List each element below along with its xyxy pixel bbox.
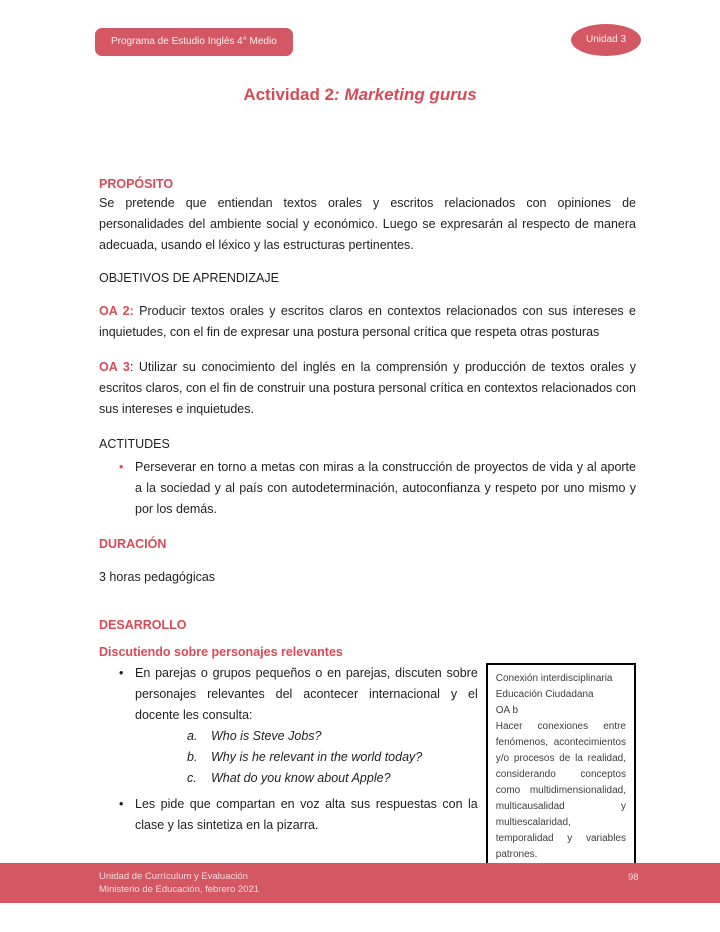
proposito-body: Se pretende que entiendan textos orales y escritos relacionados con opiniones de personalidades del ambiente social y económico. Luego se expresarán al respecto de manera adecuada, usando el léxico y las estructuras pertinentes.	[99, 196, 636, 252]
program-badge: Programa de Estudio Inglés 4° Medio	[95, 28, 293, 56]
actitudes-bullet-item	[99, 457, 636, 520]
content-column	[99, 0, 636, 873]
title-italic: : Marketing gurus	[334, 85, 477, 104]
question-text: Why is he relevant in the world today?	[211, 750, 423, 764]
page-number: 98	[628, 872, 639, 883]
desarrollo-text-column	[99, 663, 478, 873]
actitudes-bullet-text: Perseverar en torno a metas con miras a la construcción de proyectos de vida y al aporte a la sociedad y al país con autodeterminación, autoconfianza y respeto por uno mismo y por los demás.	[135, 460, 636, 516]
oa3-label: OA 3	[99, 360, 130, 374]
question-item-c	[187, 768, 478, 789]
question-text: Who is Steve Jobs?	[211, 729, 322, 743]
proposito-heading: PROPÓSITO	[99, 177, 174, 191]
duracion-body: 3 horas pedagógicas	[99, 570, 216, 584]
unit-badge: Unidad 3	[571, 24, 641, 56]
duracion-heading: DURACIÓN	[99, 537, 167, 551]
bullet-icon: •	[119, 666, 124, 680]
bullet-icon: •	[119, 797, 124, 811]
desarrollo-bullet1-text: En parejas o grupos pequeños o en parejas, discuten sobre personajes relevantes del acontecer internacional y el docente les consulta:	[135, 666, 478, 722]
oa3-text: : Utilizar su conocimiento del inglés en la comprensión y producción de textos orales y escritos claros, con el fin de construir una postura personal crítica en contextos relacionados con sus intereses e inquietudes.	[99, 360, 636, 416]
objetivos-heading: OBJETIVOS DE APRENDIZAJE	[99, 271, 279, 285]
oa2-label: OA 2:	[99, 304, 134, 318]
connection-box-subject: Educación Ciudadana	[495, 689, 594, 700]
desarrollo-heading: DESARROLLO	[99, 618, 187, 632]
bullet-icon: •	[119, 460, 124, 474]
question-letter: c.	[187, 771, 197, 785]
connection-box-title: Conexión interdisciplinaria	[495, 673, 613, 684]
oa3-paragraph	[99, 357, 636, 420]
oa2-text: Producir textos orales y escritos claros en contextos relacionados con sus intereses e inquietudes, con el fin de expresar una postura personal crítica que respeta otras posturas	[99, 304, 636, 339]
desarrollo-bullet2-text: Les pide que compartan en voz alta sus respuestas con la clase y las sintetiza en la pizarra.	[135, 797, 478, 832]
desarrollo-bullet2-item	[99, 794, 478, 836]
desarrollo-bullet1-item	[99, 663, 478, 726]
actitudes-heading: ACTITUDES	[99, 437, 170, 451]
question-letter: a.	[187, 729, 198, 743]
question-list	[187, 726, 478, 789]
footer-bar	[0, 863, 720, 903]
question-text: What do you know about Apple?	[211, 771, 391, 785]
question-item-a	[187, 726, 478, 747]
desarrollo-subheading: Discutiendo sobre personajes relevantes	[99, 645, 343, 659]
title-main: Actividad 2	[243, 85, 335, 104]
question-letter: b.	[187, 750, 198, 764]
connection-box	[486, 663, 636, 873]
connection-box-description: Hacer conexiones entre fenómenos, acontecimientos y/o procesos de la realidad, considerando conceptos como multidimensionalidad, multicausalidad y multiescalaridad, temporalidad y variables patrones.	[495, 721, 626, 860]
connection-box-oa: OA b	[495, 705, 519, 716]
question-item-b	[187, 747, 478, 768]
footer-line2: Ministerio de Educación, febrero 2021	[99, 884, 260, 895]
footer-line1: Unidad de Currículum y Evaluación	[99, 871, 248, 882]
oa2-paragraph	[99, 301, 636, 343]
footer-credits	[99, 870, 259, 896]
desarrollo-two-column	[99, 663, 636, 873]
